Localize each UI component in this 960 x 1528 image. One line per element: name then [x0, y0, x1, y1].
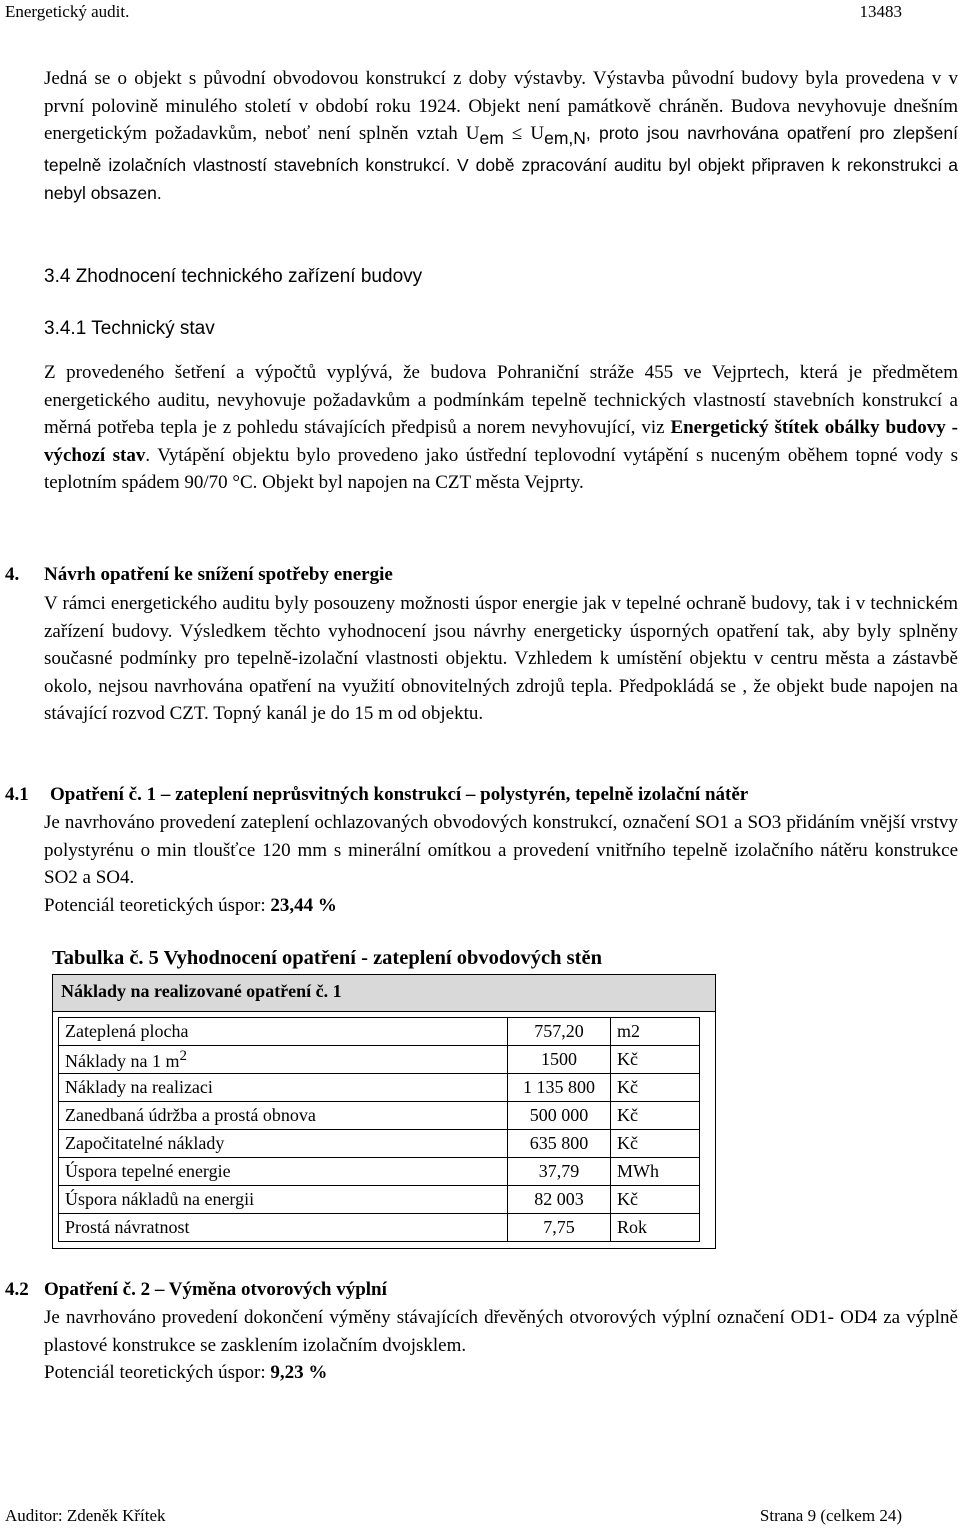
row-unit: Kč [611, 1102, 700, 1130]
row-value: 7,75 [508, 1214, 611, 1242]
section-4-1-potential [44, 892, 958, 920]
potential-label: Potenciál teoretických úspor: [44, 894, 271, 916]
section-4-1-number: 4.1 [5, 784, 29, 805]
section-4-2-potential [44, 1359, 958, 1387]
row-label: Zateplená plocha [59, 1018, 508, 1046]
section-4-2-paragraph [44, 1304, 958, 1387]
row-value: 500 000 [508, 1102, 611, 1130]
table-5-body [52, 1011, 716, 1249]
table-row [59, 1018, 700, 1046]
footer-page-number: Strana 9 (celkem 24) [759, 1506, 902, 1525]
table-row [59, 1130, 700, 1158]
technical-state-paragraph [44, 359, 958, 497]
row-value: 1 135 800 [508, 1074, 611, 1102]
table-row [59, 1186, 700, 1214]
row-value: 37,79 [508, 1158, 611, 1186]
header-number: 13483 [859, 2, 902, 21]
row-value: 757,20 [508, 1018, 611, 1046]
section-3-4-1-title: 3.4.1 Technický stav [44, 318, 215, 339]
row-unit: MWh [611, 1158, 700, 1186]
cost-table [58, 1017, 700, 1242]
section-4-number: 4. [5, 564, 20, 585]
u-emn-subscript: em,N [544, 127, 586, 148]
row-unit: Kč [611, 1046, 700, 1074]
row-label: Zanedbaná údržba a prostá obnova [59, 1102, 508, 1130]
row-value: 635 800 [508, 1130, 611, 1158]
section-3-4-title: 3.4 Zhodnocení technického zařízení budovy [44, 266, 423, 287]
intro-paragraph [44, 65, 958, 207]
row-label: Započitatelné náklady [59, 1130, 508, 1158]
table-row [59, 1074, 700, 1102]
table-row [59, 1158, 700, 1186]
section-4-paragraph [44, 590, 958, 728]
section-4-1-text: Je navrhováno provedení zateplení ochlazovaných obvodových konstrukcí, označení SO1 a SO3 přidáním vnější vrstvy polystyrénu o min tloušťce 120 mm s minerální omítkou a provedení vnitřního tepelně izolačního nátěru konstrukce SO2 a SO4. [44, 812, 958, 888]
section-4-text: V rámci energetického auditu byly posouzeny možnosti úspor energie jak v tepelné ochraně budovy, tak i v technickém zařízení budovy. Výsledkem těchto vyhodnocení jsou návrhy energeticky úsporných opatření tak, aby byly splněny současné podmínky pro tepelně-izolační vlastnosti objektu. Vzhledem k umístění objektu v centru města a zástavbě okolo, nejsou navrhována opatření na využití obnovitelných zdrojů tepla. Předpokládá se , že objekt bude napojen na stávající rozvod CZT. Topný kanál je do 15 m od objektu. [44, 593, 958, 724]
table-row [59, 1102, 700, 1130]
table-5-header: Náklady na realizované opatření č. 1 [52, 974, 716, 1012]
u-em-subscript: em [479, 127, 504, 148]
row-unit: Rok [611, 1214, 700, 1242]
row-value: 1500 [508, 1046, 611, 1074]
header-title: Energetický audit. [5, 2, 130, 21]
row-unit: m2 [611, 1018, 700, 1046]
row-value: 82 003 [508, 1186, 611, 1214]
section-4-2-number: 4.2 [5, 1279, 29, 1300]
row-label: Úspora tepelné energie [59, 1158, 508, 1186]
intro-text: Jedná se o objekt s původní obvodovou konstrukcí z doby výstavby. Výstavba původní budovy byla provedena v v první polovině minulého století v období roku 1924. Objekt není památkově chráněn. Budova nevyhovuje dnešním energetickým požadavkům, neboť není splněn vztah U [44, 68, 958, 144]
table-row [59, 1214, 700, 1242]
section-4-1-paragraph [44, 809, 958, 919]
energy-label-reference: Energetický štítek obálky budovy - výchozí stav [44, 417, 958, 466]
section-4-2-text: Je navrhováno provedení dokončení výměny stávajících dřevěných otvorových výplní označení OD1- OD4 za výplně plastové konstrukce se zasklením izolačním dvojsklem. [44, 1307, 958, 1356]
row-unit: Kč [611, 1186, 700, 1214]
row-label: Náklady na realizaci [59, 1074, 508, 1102]
table-row [59, 1046, 700, 1074]
intro-text-cont: , proto jsou navrhována opatření pro zlepšení tepelně izolačních vlastností stavebních konstrukcí. V době zpracování auditu byl objekt připraven k rekonstrukci a nebyl obsazen. [44, 123, 958, 203]
potential-value: 23,44 % [270, 894, 337, 916]
table-5-title: Tabulka č. 5 Vyhodnocení opatření - zateplení obvodových stěn [52, 947, 602, 969]
footer-auditor: Auditor: Zdeněk Křítek [5, 1506, 166, 1525]
row-label: Úspora nákladů na energii [59, 1186, 508, 1214]
row-unit: Kč [611, 1074, 700, 1102]
relation-symbol: ≤ U [503, 123, 545, 144]
row-label: Náklady na 1 $m^2$ [59, 1046, 508, 1074]
row-label: Prostá návratnost [59, 1214, 508, 1242]
section-4-2-title: Opatření č. 2 – Výměna otvorových výplní [44, 1279, 387, 1300]
technical-state-text-cont: . Vytápění objektu bylo provedeno jako ústřední teplovodní vytápění s nuceným oběhem topné vody s teplotním spádem 90/70 °C. Objekt byl napojen na CZT města Vejprty. [44, 444, 958, 493]
technical-state-text: Z provedeného šetření a výpočtů vyplývá, že budova Pohraniční stráže 455 ve Vejprtech, která je předmětem energetického auditu, nevyhovuje požadavkům a podmínkám tepelně technických vlastností stavebních konstrukcí a měrná potřeba tepla je z pohledu stávajících předpisů a norem nevyhovující, viz [44, 362, 958, 438]
section-4-title: Návrh opatření ke snížení spotřeby energie [44, 564, 393, 585]
row-unit: Kč [611, 1130, 700, 1158]
potential-label: Potenciál teoretických úspor: [44, 1362, 271, 1383]
section-4-1-title: Opatření č. 1 – zateplení neprůsvitných konstrukcí – polystyrén, tepelně izolační nátěr [50, 784, 749, 805]
row-label-superscript: 2 [179, 1047, 187, 1064]
potential-value: 9,23 % [270, 1362, 328, 1383]
